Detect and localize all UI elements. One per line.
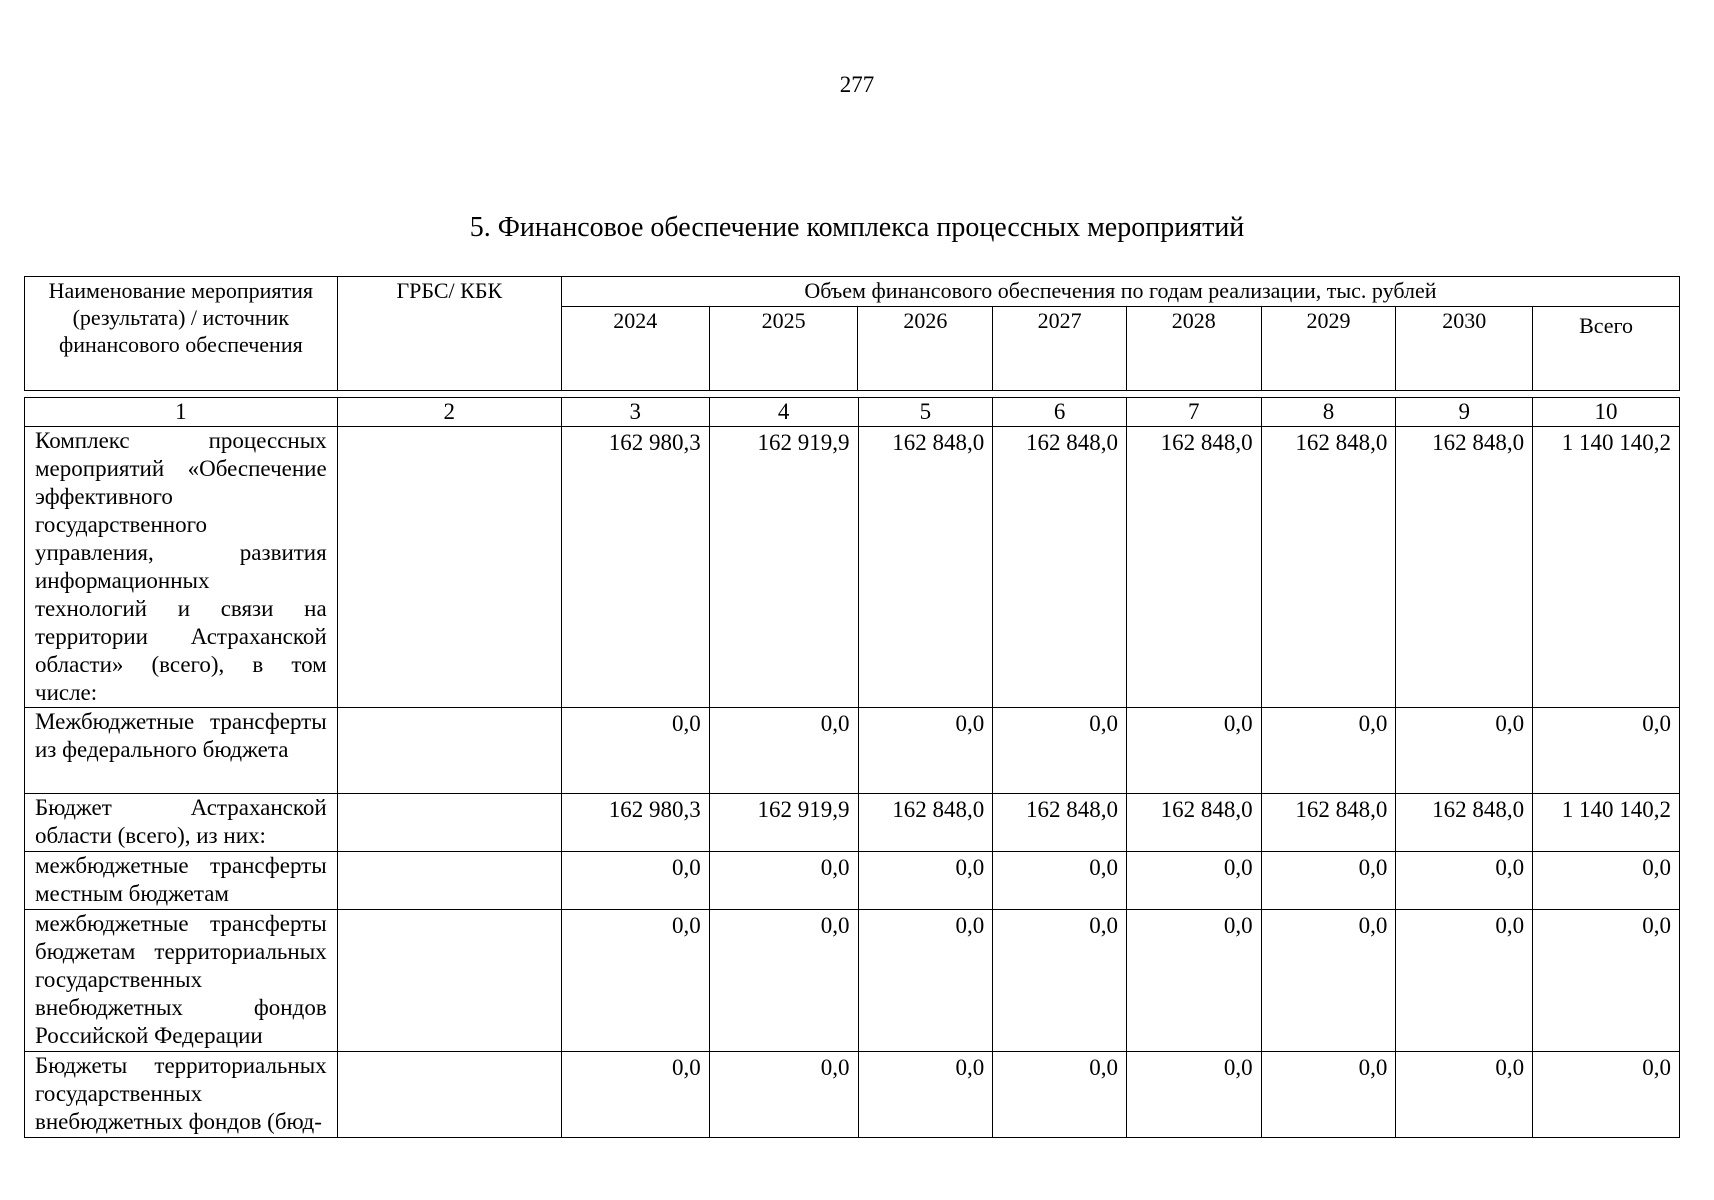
header-year-2024: 2024 [561, 307, 709, 391]
value-cell: 0,0 [1261, 910, 1396, 1052]
total-cell: 1 140 140,2 [1533, 794, 1680, 852]
table-header [24, 276, 1680, 391]
row-code [337, 427, 561, 708]
value-cell: 0,0 [858, 910, 993, 1052]
header-volume-group: Объем финансового обеспечения по годам реализации, тыс. рублей [561, 277, 1679, 307]
value-cell: 162 848,0 [1126, 794, 1261, 852]
value-cell: 162 848,0 [858, 427, 993, 708]
row-name: межбюджетные трансферты бюджетам территориальных государственных внебюджетных фондов Российской Федерации [25, 910, 338, 1052]
total-cell: 0,0 [1533, 852, 1680, 910]
row-code [337, 708, 561, 794]
value-cell: 0,0 [1126, 708, 1261, 794]
total-cell: 1 140 140,2 [1533, 427, 1680, 708]
header-year-2027: 2027 [993, 307, 1127, 391]
row-name: межбюджетные трансферты местным бюджетам [25, 852, 338, 910]
value-cell: 0,0 [993, 1052, 1127, 1138]
value-cell: 0,0 [561, 708, 709, 794]
value-cell: 162 919,9 [709, 794, 858, 852]
value-cell: 162 848,0 [1261, 794, 1396, 852]
header-name-column: Наименование мероприятия (результата) / источник финансового обеспечения [25, 277, 338, 391]
total-cell: 0,0 [1533, 910, 1680, 1052]
value-cell: 0,0 [1126, 1052, 1261, 1138]
value-cell: 0,0 [1261, 852, 1396, 910]
value-cell: 0,0 [858, 708, 993, 794]
value-cell: 162 980,3 [561, 427, 709, 708]
table-row [25, 852, 1680, 910]
page-number: 277 [839, 72, 875, 97]
section-title: 5. Финансовое обеспечение комплекса процессных мероприятий [469, 212, 1245, 243]
value-cell: 162 848,0 [858, 794, 993, 852]
value-cell: 0,0 [1396, 1052, 1533, 1138]
value-cell: 0,0 [1396, 708, 1533, 794]
column-number: 5 [858, 398, 993, 427]
value-cell: 0,0 [709, 852, 858, 910]
row-name: Бюджеты территориальных государственных внебюджетных фондов (бюд- [25, 1052, 338, 1138]
column-number: 3 [561, 398, 709, 427]
value-cell: 0,0 [858, 1052, 993, 1138]
row-code [337, 1052, 561, 1138]
row-code [337, 910, 561, 1052]
table-row [25, 427, 1680, 708]
header-code-column: ГРБС/ КБК [337, 277, 561, 391]
column-number: 8 [1261, 398, 1396, 427]
value-cell: 162 848,0 [1261, 427, 1396, 708]
column-number: 4 [709, 398, 858, 427]
value-cell: 0,0 [1126, 910, 1261, 1052]
value-cell: 0,0 [561, 1052, 709, 1138]
column-number: 1 [25, 398, 338, 427]
header-year-2030: 2030 [1396, 307, 1533, 391]
value-cell: 162 848,0 [1126, 427, 1261, 708]
row-code [337, 852, 561, 910]
total-cell: 0,0 [1533, 1052, 1680, 1138]
value-cell: 0,0 [1396, 910, 1533, 1052]
value-cell: 0,0 [1396, 852, 1533, 910]
value-cell: 162 848,0 [1396, 794, 1533, 852]
value-cell: 0,0 [561, 852, 709, 910]
value-cell: 0,0 [709, 910, 858, 1052]
value-cell: 162 980,3 [561, 794, 709, 852]
value-cell: 162 848,0 [993, 794, 1127, 852]
value-cell: 0,0 [993, 910, 1127, 1052]
value-cell: 0,0 [1126, 852, 1261, 910]
column-number: 6 [993, 398, 1127, 427]
value-cell: 0,0 [709, 1052, 858, 1138]
header-year-2026: 2026 [858, 307, 993, 391]
value-cell: 0,0 [993, 708, 1127, 794]
table-row [25, 910, 1680, 1052]
row-name: Комплекс процессных мероприятий «Обеспечение эффективного государственного управления, развития информационных технологий и связи на территории Астраханской области» (всего), в том числе: [25, 427, 338, 708]
value-cell: 0,0 [709, 708, 858, 794]
table-row [25, 1052, 1680, 1138]
row-name: Бюджет Астраханской области (всего), из них: [25, 794, 338, 852]
value-cell: 0,0 [1261, 708, 1396, 794]
data-table [24, 397, 1680, 1138]
value-cell: 0,0 [858, 852, 993, 910]
column-number: 10 [1533, 398, 1680, 427]
header-total: Всего [1533, 307, 1680, 391]
column-number-row [25, 398, 1680, 427]
value-cell: 162 848,0 [993, 427, 1127, 708]
table-row [25, 794, 1680, 852]
header-year-2025: 2025 [709, 307, 858, 391]
value-cell: 0,0 [1261, 1052, 1396, 1138]
header-year-2028: 2028 [1126, 307, 1261, 391]
row-code [337, 794, 561, 852]
column-number: 9 [1396, 398, 1533, 427]
column-number: 2 [337, 398, 561, 427]
value-cell: 0,0 [993, 852, 1127, 910]
column-number: 7 [1126, 398, 1261, 427]
header-year-2029: 2029 [1261, 307, 1396, 391]
value-cell: 0,0 [561, 910, 709, 1052]
value-cell: 162 919,9 [709, 427, 858, 708]
table-row [25, 708, 1680, 794]
total-cell: 0,0 [1533, 708, 1680, 794]
value-cell: 162 848,0 [1396, 427, 1533, 708]
row-name: Межбюджетные трансферты из федерального бюджета [25, 708, 338, 794]
